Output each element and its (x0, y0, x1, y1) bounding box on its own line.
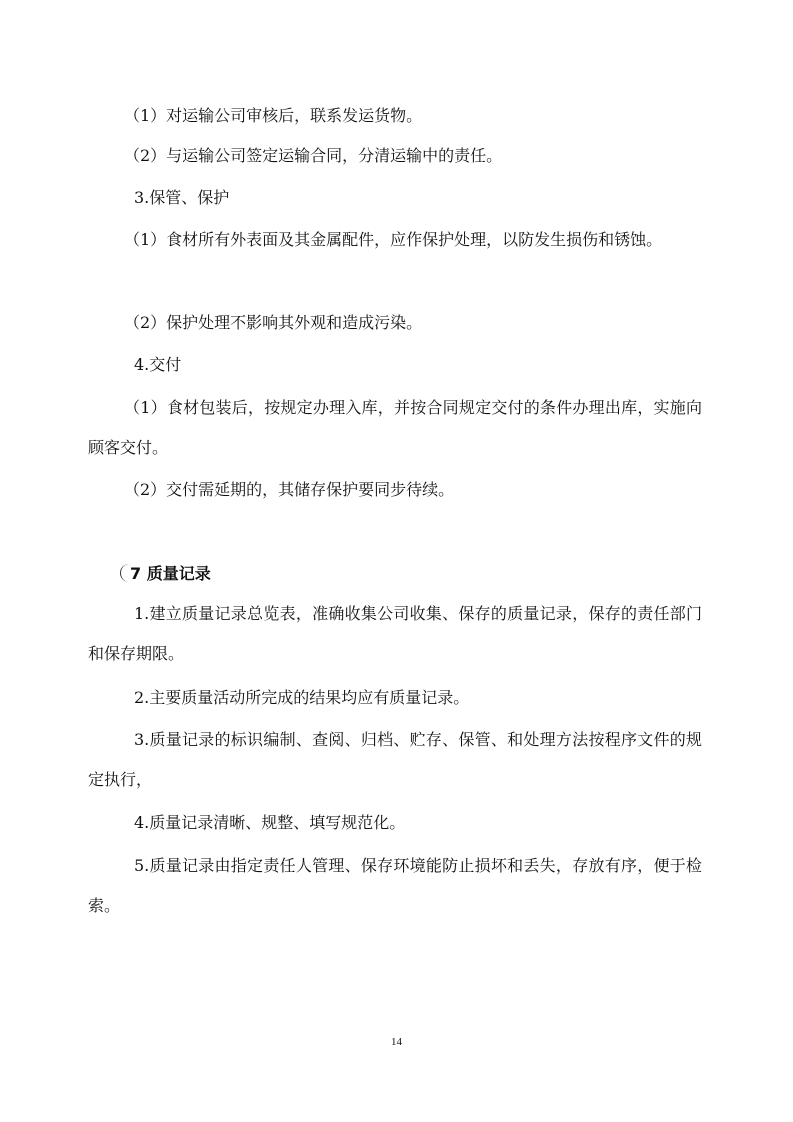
quality-record-item: 1.建立质量记录总览表，准确收集公司收集、保存的质量记录，保存的责任部门和保存期限。 (88, 604, 702, 663)
subheading-storage-protection: 3.保管、保护 (134, 188, 230, 207)
subheading-delivery: 4.交付 (134, 355, 182, 374)
paragraph-delivery-storage: （1）食材包装后，按规定办理入库，并按合同规定交付的条件办理出库，实施向顾客交付。 (88, 398, 702, 457)
paragraph-transport-review: （1）对运输公司审核后，联系发运货物。 (124, 106, 423, 125)
section-heading-quality-records (120, 560, 211, 588)
paragraph-protection-appearance: （2）保护处理不影响其外观和造成污染。 (124, 313, 423, 332)
paragraph-delivery-delay: （2）交付需延期的，其储存保护要同步待续。 (124, 480, 455, 499)
section-title: 7 质量记录 (130, 564, 211, 583)
page-number: 14 (391, 1036, 402, 1048)
heading-marker (120, 564, 129, 582)
paragraph-transport-contract: （2）与运输公司签定运输合同，分清运输中的责任。 (124, 146, 503, 165)
quality-record-item: 5.质量记录由指定责任人管理、保存环境能防止损坏和丢失，存放有序，便于检索。 (88, 856, 702, 915)
quality-record-item: 2.主要质量活动所完成的结果均应有质量记录。 (134, 688, 470, 707)
quality-record-item: 3.质量记录的标识编制、查阅、归档、贮存、保管、和处理方法按程序文件的规定执行， (88, 730, 702, 789)
quality-record-item: 4.质量记录清晰、规整、填写规范化。 (134, 813, 406, 832)
paragraph-protection-treatment: （1）食材所有外表面及其金属配件，应作保护处理，以防发生损伤和锈蚀。 (124, 230, 663, 249)
